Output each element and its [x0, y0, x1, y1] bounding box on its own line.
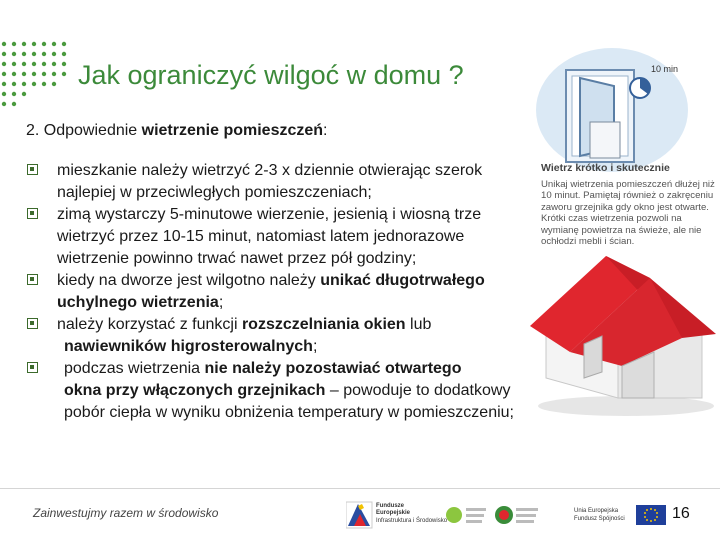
footer-slogan: Zainwestujmy razem w środowisko	[33, 506, 219, 520]
footer-divider	[0, 488, 720, 489]
bullet-text: ;	[312, 338, 318, 355]
checkbox-bullet-icon	[27, 362, 38, 373]
bullet-text: lub	[405, 316, 432, 333]
subtitle-bold: wietrzenie pomieszczeń	[141, 122, 324, 139]
fe-logo-line3: Infrastruktura i Środowisko	[376, 518, 448, 524]
bullet-line: wietrzenie powinno trwać nawet przez pół godziny;	[57, 250, 417, 267]
subtitle-prefix: 2. Odpowiednie	[26, 122, 142, 139]
bullet-bold-text: nawiewników higrosterowalnych	[64, 338, 313, 355]
bullet-bold-text: unikać długotrwałego	[320, 272, 485, 289]
bullet-item	[26, 204, 586, 270]
bullet-bold-text: rozszczelniania okien	[241, 316, 406, 333]
bullet-line: zimą wystarczy 5-minutowe wierzenie, jesienią i wiosną trze	[57, 206, 482, 223]
fe-logo-line1: Fundusze	[376, 503, 404, 509]
bullet-line	[57, 358, 586, 380]
bullet-item	[26, 314, 586, 358]
slide-subtitle	[26, 122, 327, 140]
bullet-line: najlepiej w przeciwległych pomieszczeniach;	[57, 184, 372, 201]
bullet-text: należy korzystać z funkcji	[57, 316, 242, 333]
checkbox-bullet-icon	[27, 164, 38, 175]
bullet-bold-text: okna przy włączonych grzejnikach	[64, 382, 326, 399]
bullet-item	[26, 160, 586, 204]
checkbox-bullet-icon	[27, 208, 38, 219]
decorative-dot-pattern	[0, 40, 72, 110]
bullet-line: wietrzyć przez 10-15 minut, natomiast latem jednorazowe	[57, 228, 465, 245]
bullet-line: pobór ciepła w wyniku obniżenia temperatury w pomieszczeniu;	[64, 404, 514, 421]
bullet-item	[26, 358, 586, 424]
bullet-text: ;	[218, 294, 224, 311]
bullet-text: kiedy na dworze jest wilgotno należy	[57, 272, 321, 289]
bullet-text: – powoduje to dodatkowy	[325, 382, 511, 399]
window-airing-illustration	[536, 48, 720, 172]
slide-title: Jak ograniczyć wilgoć w domu ?	[78, 60, 464, 90]
bullet-line	[57, 292, 586, 314]
bullet-line	[57, 314, 586, 336]
info-heading: Wietrz krótko i skutecznie	[541, 162, 670, 174]
funding-logos	[346, 500, 668, 530]
page-number: 16	[672, 505, 690, 522]
info-box	[541, 163, 720, 248]
bullet-line: mieszkanie należy wietrzyć 2-3 x dziennie otwierając szerok	[57, 162, 483, 179]
checkbox-bullet-icon	[27, 318, 38, 329]
ministry-logo	[442, 500, 488, 530]
bullet-bold-text: uchylnego wietrzenia	[57, 294, 219, 311]
bullet-list	[26, 160, 586, 424]
nfosigw-logo	[494, 500, 540, 530]
clock-label: 10 min	[651, 64, 679, 74]
bullet-line	[57, 270, 586, 292]
bullet-text: podczas wietrzenia	[64, 360, 205, 377]
bullet-item	[26, 270, 586, 314]
house-icon	[526, 248, 720, 418]
ue-logo-line2: Fundusz Spójności	[574, 516, 625, 522]
bullet-line	[57, 380, 586, 402]
info-text: Unikaj wietrzenia pomieszczeń dłużej niż 10 minut. Pamiętaj również o zakręceniu zaworu grzejnika gdy okno jest otwarte. Krótki czas wietrzenia pozwoli na wymianę powietrza na świeże, ale nie ochłodzi mebli i ścian.	[541, 178, 715, 247]
checkbox-bullet-icon	[27, 274, 38, 285]
bullet-line	[57, 336, 586, 358]
eu-flag-icon	[636, 500, 666, 530]
fe-logo-line2: Europejskie	[376, 510, 411, 516]
subtitle-suffix: :	[323, 122, 328, 139]
ue-logo-line1: Unia Europejska	[574, 508, 619, 514]
bullet-bold-text: nie należy pozostawiać otwartego	[204, 360, 462, 377]
